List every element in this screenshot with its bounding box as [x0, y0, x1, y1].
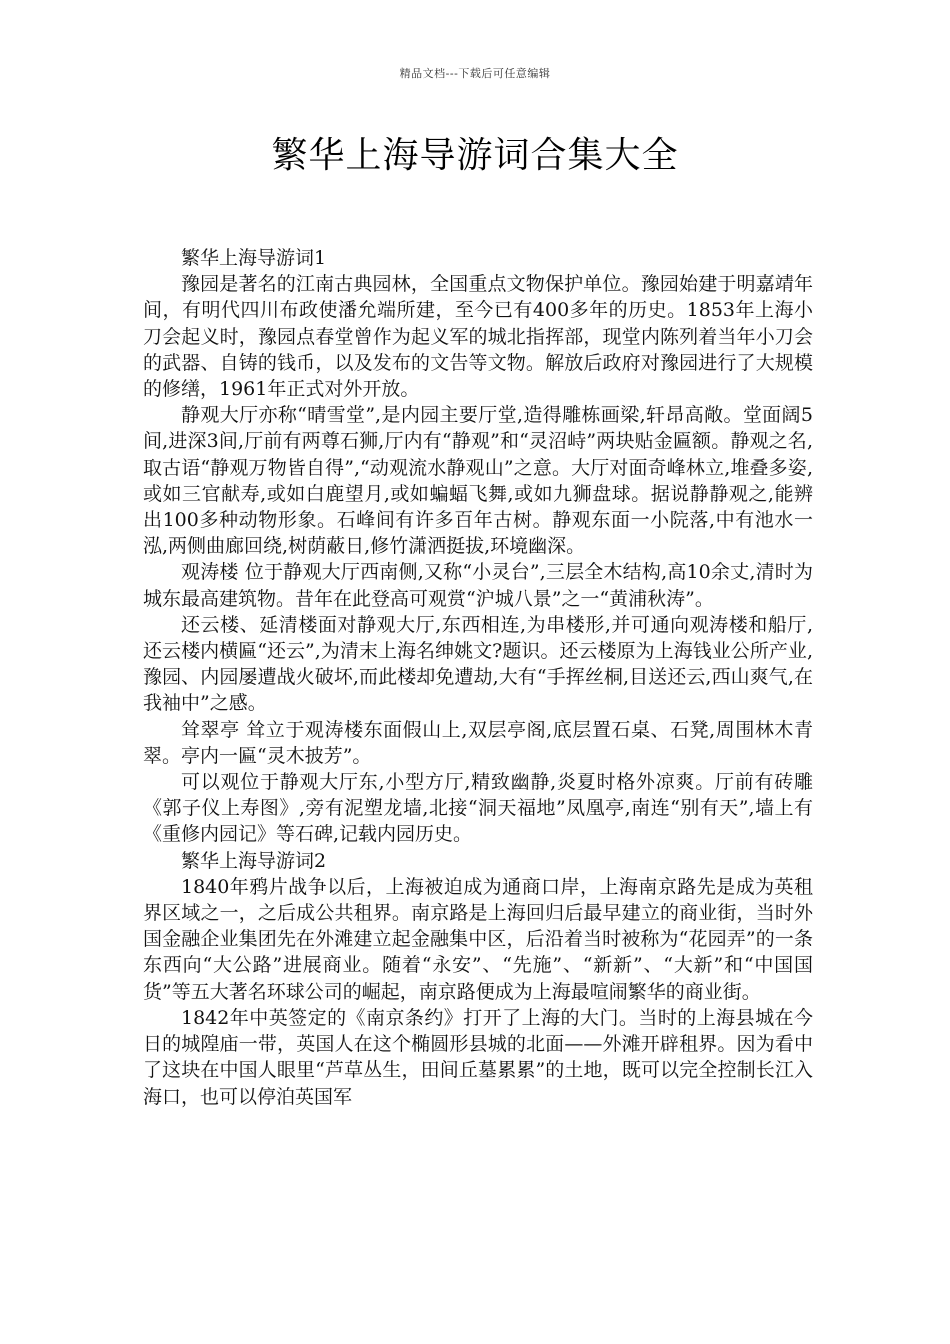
- body-paragraph: 豫园是著名的江南古典园林，全国重点文物保护单位。豫园始建于明嘉靖年间，有明代四川布政使潘允端所建，至今已有400多年的历史。1853年上海小刀会起义时，豫园点春堂曾作为起义军的城北指挥部，现堂内陈列着当年小刀会的武器、自铸的钱币，以及发布的文告等文物。解放后政府对豫园进行了大规模的修缮，1961年正式对外开放。: [143, 273, 813, 401]
- section-heading-2: 繁华上海导游词2: [181, 849, 327, 872]
- body-paragraph: 耸翠亭 耸立于观涛楼东面假山上,双层亭阁,底层置石桌、石凳,周围林木青翠。亭内一匾“灵木披芳”。: [143, 718, 813, 767]
- page-title: 繁华上海导游词合集大全: [271, 135, 679, 176]
- document-body: [143, 245, 813, 1110]
- body-paragraph: 观涛楼 位于静观大厅西南侧,又称“小灵台”,三层全木结构,高10余丈,清时为城东最高建筑物。昔年在此登高可观赏“沪城八景”之一“黄浦秋涛”。: [143, 561, 813, 610]
- body-paragraph: 可以观位于静观大厅东,小型方厅,精致幽静,炎夏时格外凉爽。厅前有砖雕《郭子仪上寿图》,旁有泥塑龙墙,北接“洞天福地”凤凰亭,南连“别有天”,墙上有《重修内园记》等石碑,记载内园历史。: [143, 771, 813, 846]
- body-paragraph: 1842年中英签定的《南京条约》打开了上海的大门。当时的上海县城在今日的城隍庙一带，英国人在这个椭圆形县城的北面——外滩开辟租界。因为看中了这块在中国人眼里“芦草丛生，田间丘墓累累”的土地，既可以完全控制长江入海口，也可以停泊英国军: [143, 1006, 813, 1108]
- body-paragraph: 还云楼、延清楼面对静观大厅,东西相连,为串楼形,并可通向观涛楼和船厅,还云楼内横匾“还云”,为清末上海名绅姚文?题识。还云楼原为上海钱业公所产业,豫园、内园屡遭战火破坏,而此楼却免遭劫,大有“手挥丝桐,目送还云,西山爽气,在我袖中”之感。: [143, 613, 813, 715]
- header-note: 精品文档---下载后可任意编辑: [399, 67, 551, 80]
- section-heading-1: 繁华上海导游词1: [181, 247, 327, 269]
- body-paragraph: 1840年鸦片战争以后，上海被迫成为通商口岸，上海南京路先是成为英租界区域之一，之后成公共租界。南京路是上海回归后最早建立的商业街，当时外国金融企业集团先在外滩建立起金融集中区，后沿着当时被称为“花园弄”的一条东西向“大公路”进展商业。随着“永安”、“先施”、“新新”、“大新”和“中国国货”等五大著名环球公司的崛起，南京路便成为上海最喧闹繁华的商业街。: [143, 875, 813, 1003]
- body-paragraph: 静观大厅亦称“晴雪堂”,是内园主要厅堂,造得雕栋画梁,轩昂高敞。堂面阔5间,进深3间,厅前有两尊石狮,厅内有“静观”和“灵沼峙”两块贴金匾额。静观之名,取古语“静观万物皆自得”,“动观流水静观山”之意。大厅对面奇峰林立,堆叠多姿,或如三官献寿,或如白鹿望月,或如蝙蝠飞舞,或如九狮盘球。据说静静观之,能辨出100多种动物形象。石峰间有许多百年古树。静观东面一小院落,中有池水一泓,两侧曲廊回绕,树荫蔽日,修竹潇洒挺拔,环境幽深。: [143, 404, 813, 558]
